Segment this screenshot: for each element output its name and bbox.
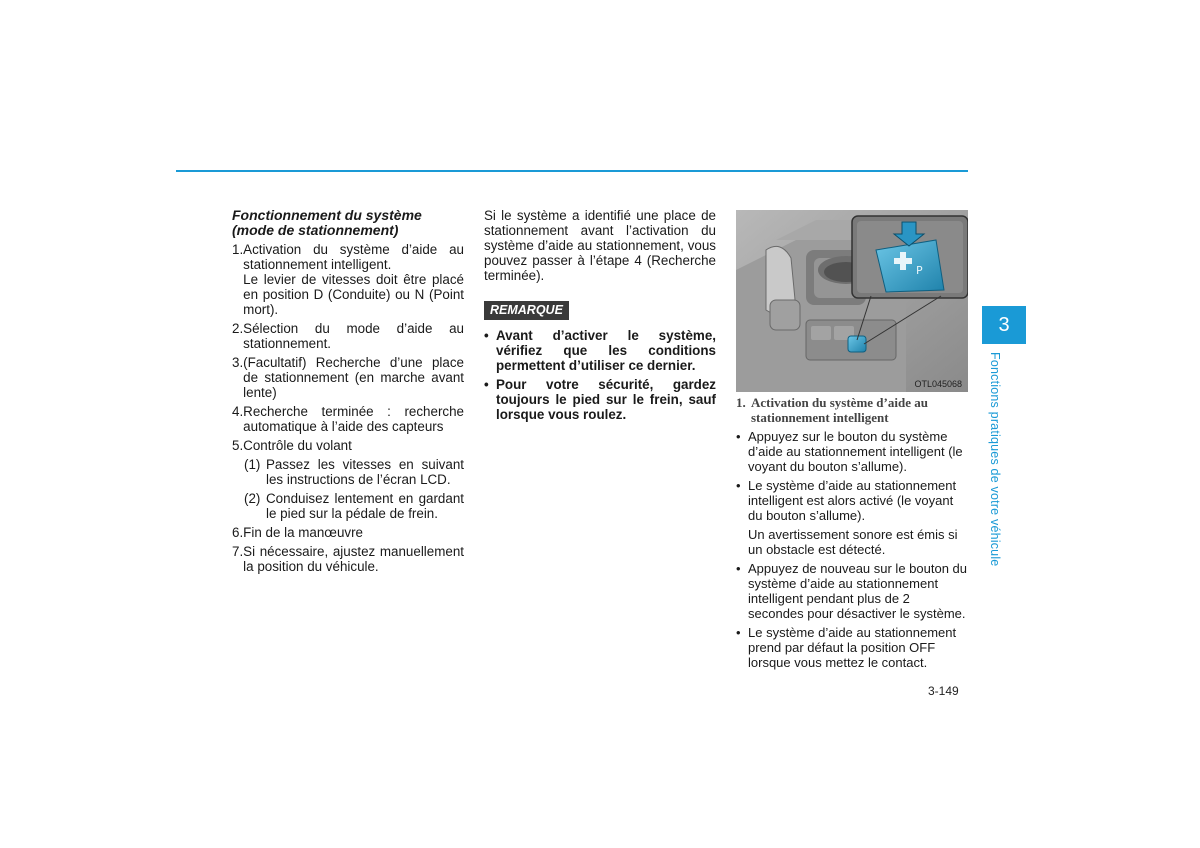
step-5: 5. Contrôle du volant (232, 438, 352, 453)
bullet-icon: • (484, 377, 489, 392)
chapter-title: Fonctions pratiques de votre véhicule (988, 352, 1002, 567)
instruction-item: • Appuyez de nouveau sur le bouton du système d’aide au stationnement intelligent pendant plus de 2 secondes pour désactiver le système. (736, 561, 968, 621)
section-heading: Fonctionnement du système (mode de stationnement) (232, 207, 422, 238)
step-4: 4. Recherche terminée : recherche automatique à l’aide des capteurs (232, 404, 464, 434)
bullet-icon: • (736, 478, 741, 493)
console-figure (736, 210, 968, 392)
note-item: • Avant d’activer le système, vérifiez que les conditions permettent d’utiliser ce dernier. (484, 328, 716, 373)
column-left (232, 208, 464, 578)
step-1-text: Activation du système d’aide au stationnement intelligent. (243, 242, 464, 272)
bullet-icon: • (736, 561, 741, 576)
page-number: 3-149 (928, 684, 959, 698)
intro-paragraph: Si le système a identifié une place de stationnement avant l’activation du système d’aide au stationnement, vous pouvez passer à l’étape 4 (Recherche terminée). (484, 208, 716, 283)
bullet-icon: • (484, 328, 489, 343)
substep-1: (1) Passez les vitesses en suivant les instructions de l’écran LCD. (244, 457, 464, 487)
instruction-extra: Un avertissement sonore est émis si un obstacle est détecté. (748, 527, 958, 557)
instruction-item: • Le système d’aide au stationnement intelligent est alors activé (le voyant du bouton s’allume). (736, 478, 957, 523)
bullet-icon: • (736, 429, 741, 444)
note-item: • Pour votre sécurité, gardez toujours le pied sur le frein, sauf lorsque vous roulez. (484, 377, 716, 422)
step-7: 7. Si nécessaire, ajustez manuellement la position du véhicule. (232, 544, 464, 574)
chapter-number-tab: 3 (982, 306, 1026, 344)
bullet-icon: • (736, 625, 741, 640)
figure-code: OTL045068 (914, 379, 962, 389)
console-illustration (736, 210, 968, 392)
step-1: 1. Activation du système d’aide au stationnement intelligent. Le levier de vitesses doit être placé en position D (Conduite) ou N (Point mort). (232, 242, 464, 317)
instruction-item: • Appuyez sur le bouton du système d’aide au stationnement intelligent (le voyant du bouton s’allume). (736, 429, 963, 474)
header-rule (176, 170, 968, 172)
step-1-note: Le levier de vitesses doit être placé en position D (Conduite) ou N (Point mort). (243, 272, 464, 317)
step-3: 3. (Facultatif) Recherche d’une place de stationnement (en marche avant lente) (232, 355, 464, 400)
column-middle (484, 208, 716, 426)
step-2: 2. Sélection du mode d’aide au stationnement. (232, 321, 464, 351)
svg-text:P: P (916, 264, 923, 277)
figure-caption: 1. Activation du système d’aide au stationnement intelligent (736, 395, 928, 425)
substep-2: (2) Conduisez lentement en gardant le pied sur la pédale de frein. (244, 491, 464, 521)
note-badge: REMARQUE (484, 301, 569, 320)
column-right (736, 395, 968, 674)
step-6: 6. Fin de la manœuvre (232, 525, 363, 540)
instruction-item: • Le système d’aide au stationnement prend par défaut la position OFF lorsque vous mettez le contact. (736, 625, 957, 670)
